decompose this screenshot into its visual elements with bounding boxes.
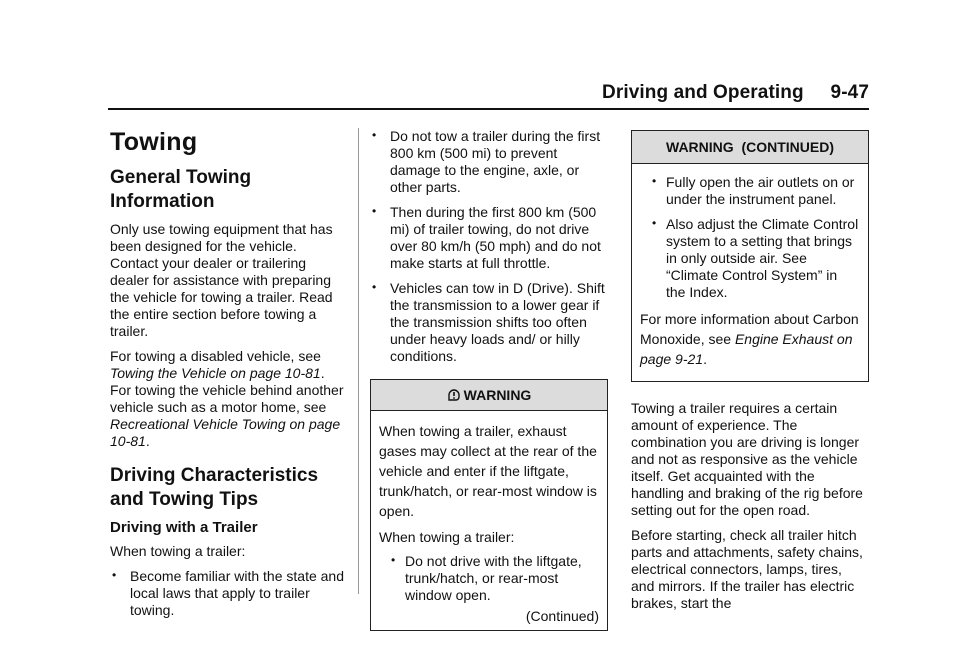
page-header <box>108 80 869 110</box>
warning-body <box>371 411 607 630</box>
warning-title: WARNING (CONTINUED) <box>666 139 834 155</box>
column-2 <box>370 128 608 631</box>
list-item <box>110 568 348 619</box>
warning-header <box>371 380 607 411</box>
bullet-icon: • <box>372 280 377 294</box>
section-title: Towing <box>110 128 198 156</box>
warning-title: WARNING <box>463 387 532 403</box>
text: . <box>703 351 707 367</box>
list-item-text: Vehicles can tow in D (Drive). Shift the transmission to a lower gear if the transmission shifts too often under heavy loads and/ or hilly conditions. <box>390 280 605 364</box>
list-item-text: Do not drive with the liftgate, trunk/hatch, or rear-most window open. <box>405 553 582 603</box>
text: . <box>145 433 150 449</box>
list-item-text: Do not tow a trailer during the first 800 km (500 mi) to prevent damage to the engine, axle, or other parts. <box>390 128 601 195</box>
link-recreational-towing[interactable]: Recreational Vehicle Towing on page 10-81 <box>110 416 341 449</box>
list-item <box>370 280 608 365</box>
warning-box <box>370 379 608 631</box>
paragraph-experience: Towing a trailer requires a certain amount of experience. The combination you are driving is longer and not as responsive as the vehicle itself. Get acquainted with the handling and braking of the rig before setting out for the open road. <box>631 400 863 518</box>
list-item <box>370 204 608 272</box>
warning-paragraph: When towing a trailer, exhaust gases may collect at the rear of the vehicle and enter if the liftgate, trunk/hatch, or rear-most window is open. <box>379 423 597 519</box>
warning-icon <box>447 388 461 402</box>
paragraph-equipment: Only use towing equipment that has been designed for the vehicle. Contact your dealer or trailering dealer for assistance with preparing the vehicle for towing a trailer. Read the entire section before towing a trailer. <box>110 221 333 339</box>
list-item-text: Fully open the air outlets on or under the instrument panel. <box>666 174 855 207</box>
column-3 <box>631 128 869 620</box>
text: . For towing the vehicle behind another vehicle such as a motor home, see <box>110 365 344 415</box>
subsection-title-driving: Driving Characteristics and Towing Tips <box>110 465 319 510</box>
continued-label: (Continued) <box>525 608 599 624</box>
list-item-text: Also adjust the Climate Control system to a setting that brings in only outside air. See “Climate Control System” in the Index. <box>666 216 859 300</box>
column-1 <box>110 128 348 627</box>
paragraph-disabled-vehicle <box>110 348 348 450</box>
bullet-icon: • <box>652 174 657 188</box>
list-item-text: Then during the first 800 km (500 mi) of trailer towing, do not drive over 80 km/h (50 mph) and do not make starts at full throttle. <box>390 204 601 271</box>
heading-driving-with-trailer: Driving with a Trailer <box>110 519 258 536</box>
bullet-icon: • <box>112 568 117 582</box>
column-divider <box>358 128 359 594</box>
link-engine-exhaust[interactable]: Engine Exhaust on page 9-21 <box>640 331 853 367</box>
paragraph-before-starting: Before starting, check all trailer hitch parts and attachments, safety chains, electrical connectors, lamps, tires, and mirrors. If the trailer has electric brakes, start the <box>631 527 863 611</box>
paragraph-when-towing: When towing a trailer: <box>110 543 246 559</box>
list-item <box>370 128 608 196</box>
list-item-text: Become familiar with the state and local laws that apply to trailer towing. <box>130 568 344 618</box>
subsection-title-general: General Towing Information <box>110 167 252 212</box>
warning-header <box>632 131 868 164</box>
text: For more information about Carbon Monoxide, see <box>640 311 859 347</box>
bullet-icon: • <box>372 128 377 142</box>
warning-box-continued <box>631 130 869 382</box>
warning-body <box>632 164 868 381</box>
bullet-icon: • <box>652 216 657 230</box>
bullet-icon: • <box>372 204 377 218</box>
bullet-icon: • <box>391 553 396 567</box>
list-item <box>650 174 860 208</box>
text: For towing a disabled vehicle, see <box>110 348 321 364</box>
list-item <box>389 553 599 604</box>
link-towing-vehicle[interactable]: Towing the Vehicle on page 10-81 <box>110 365 321 381</box>
warning-paragraph: When towing a trailer: <box>379 529 515 545</box>
warning-paragraph <box>640 309 860 369</box>
header-title: Driving and Operating 9-47 <box>602 82 869 103</box>
list-item <box>650 216 860 301</box>
